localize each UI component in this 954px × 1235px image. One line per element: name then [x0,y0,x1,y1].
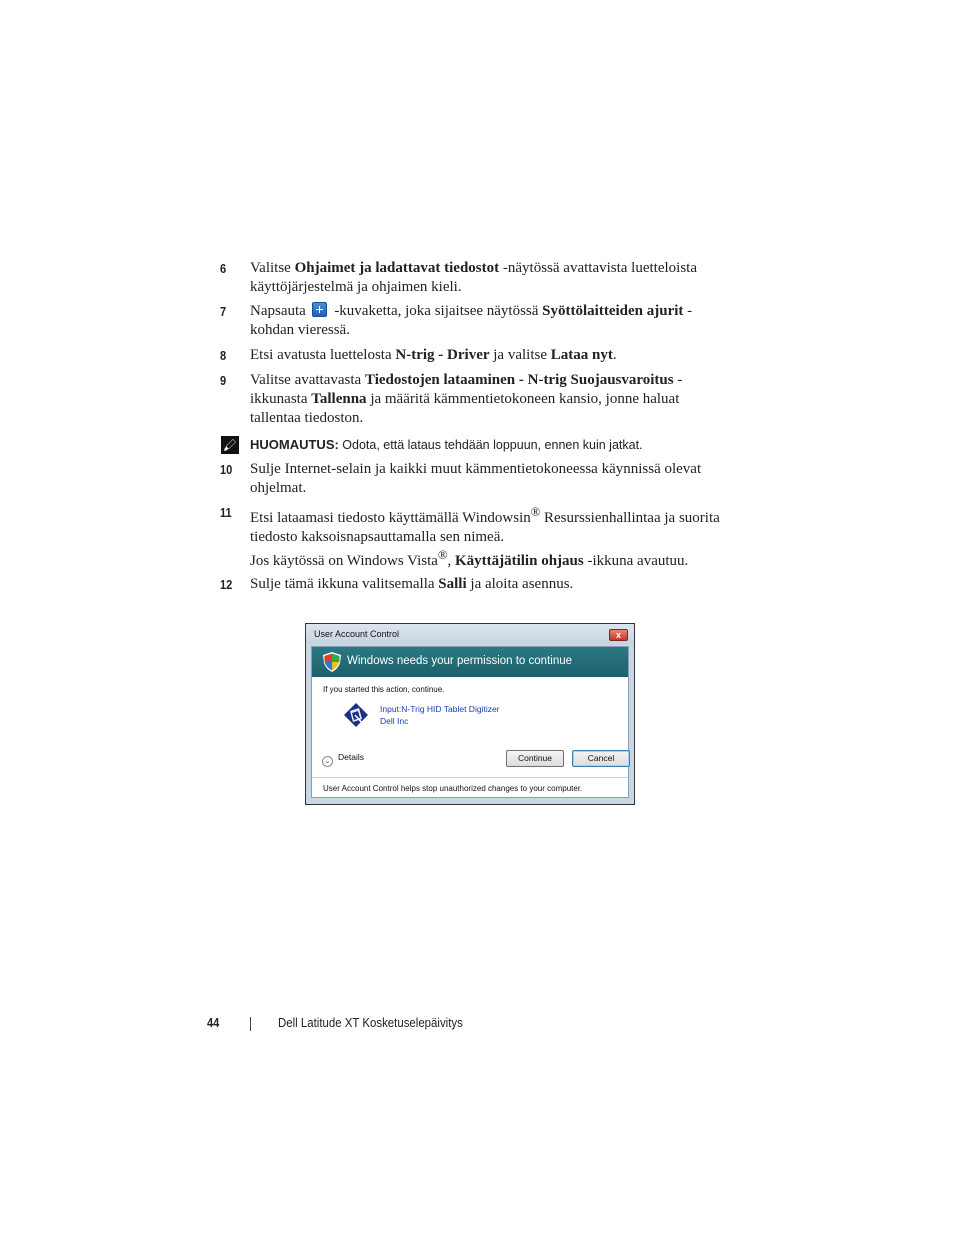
ui-term: Syöttölaitteiden ajurit [542,303,684,319]
uac-banner-text: Windows needs your permission to continue [347,655,573,667]
uac-title: User Account Control [314,629,400,639]
uac-titlebar [306,624,634,644]
step-text: Napsauta -kuvaketta, joka sijaitsee näytössä Syöttölaitteiden ajurit -kohdan vieressä. [250,303,693,338]
ui-term: Tallenna [311,391,367,407]
uac-dialog [305,623,635,805]
step-number: 9 [220,373,227,388]
divider [312,777,628,778]
note [220,435,740,457]
details-toggle[interactable]: ⌄ Details [322,752,364,767]
footer-title: Dell Latitude XT Kosketuselepäivitys [278,1015,463,1030]
close-button[interactable]: x [609,629,628,641]
ui-term: N-trig - Driver [395,347,490,363]
continue-button[interactable]: Continue [506,750,564,767]
step-number: 8 [220,348,227,363]
cancel-button[interactable]: Cancel [572,750,630,767]
step-number: 10 [220,462,233,477]
step-number: 12 [220,577,233,592]
pencil-note-icon [220,435,240,455]
program-name: Input:N-Trig HID Tablet Digitizer [380,704,500,714]
step-text: Sulje tämä ikkuna valitsemalla Salli ja aloita asennus. [250,576,574,592]
shield-icon [322,651,342,673]
step-text: Valitse Ohjaimet ja ladattavat tiedostot -näytössä avattavista luetteloista käyttöjärjestelmä ja ohjaimen kieli. [250,260,697,295]
ui-term: Salli [438,576,467,592]
step-11-note: Jos käytössä on Windows Vista®, Käyttäjätilin ohjaus -ikkuna avautuu. [250,548,689,569]
ui-term: Käyttäjätilin ohjaus [454,553,584,569]
divider [250,1017,251,1031]
program-info [380,703,500,727]
note-text: HUOMAUTUS: Odota, että lataus tehdään loppuun, ennen kuin jatkat. [250,437,643,452]
publisher: Dell Inc [380,716,409,726]
step-text: Etsi lataamasi tiedosto käyttämällä Windowsin® Resurssienhallintaa ja suorita tiedosto kaksoisnapsauttamalla sen nimeä. [250,505,720,545]
uac-client [311,646,629,798]
plus-icon [312,302,327,317]
uac-footer: User Account Control helps stop unauthorized changes to your computer. [323,784,583,793]
step-text: Valitse avattavasta Tiedostojen lataaminen - N-trig Suojausvaroitus -ikkunasta Tallenna ja määritä kämmentietokoneen kansio, jonne haluat tallentaa tiedoston. [250,372,683,426]
step-number: 6 [220,261,227,276]
uac-banner [312,647,628,677]
chevron-down-icon[interactable]: ⌄ [322,756,333,767]
uac-prompt: If you started this action, continue. [323,685,445,694]
ui-term: Lataa nyt [550,347,613,363]
ui-term: Ohjaimet ja ladattavat tiedostot [294,260,500,276]
step-text: Sulje Internet-selain ja kaikki muut kämmentietokoneessa käynnissä olevat ohjelmat. [250,461,702,496]
ui-term: Tiedostojen lataaminen - N-trig Suojausvaroitus [364,372,674,388]
page-number: 44 [207,1015,220,1030]
step-text: Etsi avatusta luettelosta N-trig - Driver ja valitse Lataa nyt. [250,347,617,363]
program-icon [343,702,369,728]
step-number: 11 [220,505,232,520]
step-number: 7 [220,304,227,319]
note-label: HUOMAUTUS: [250,437,339,452]
